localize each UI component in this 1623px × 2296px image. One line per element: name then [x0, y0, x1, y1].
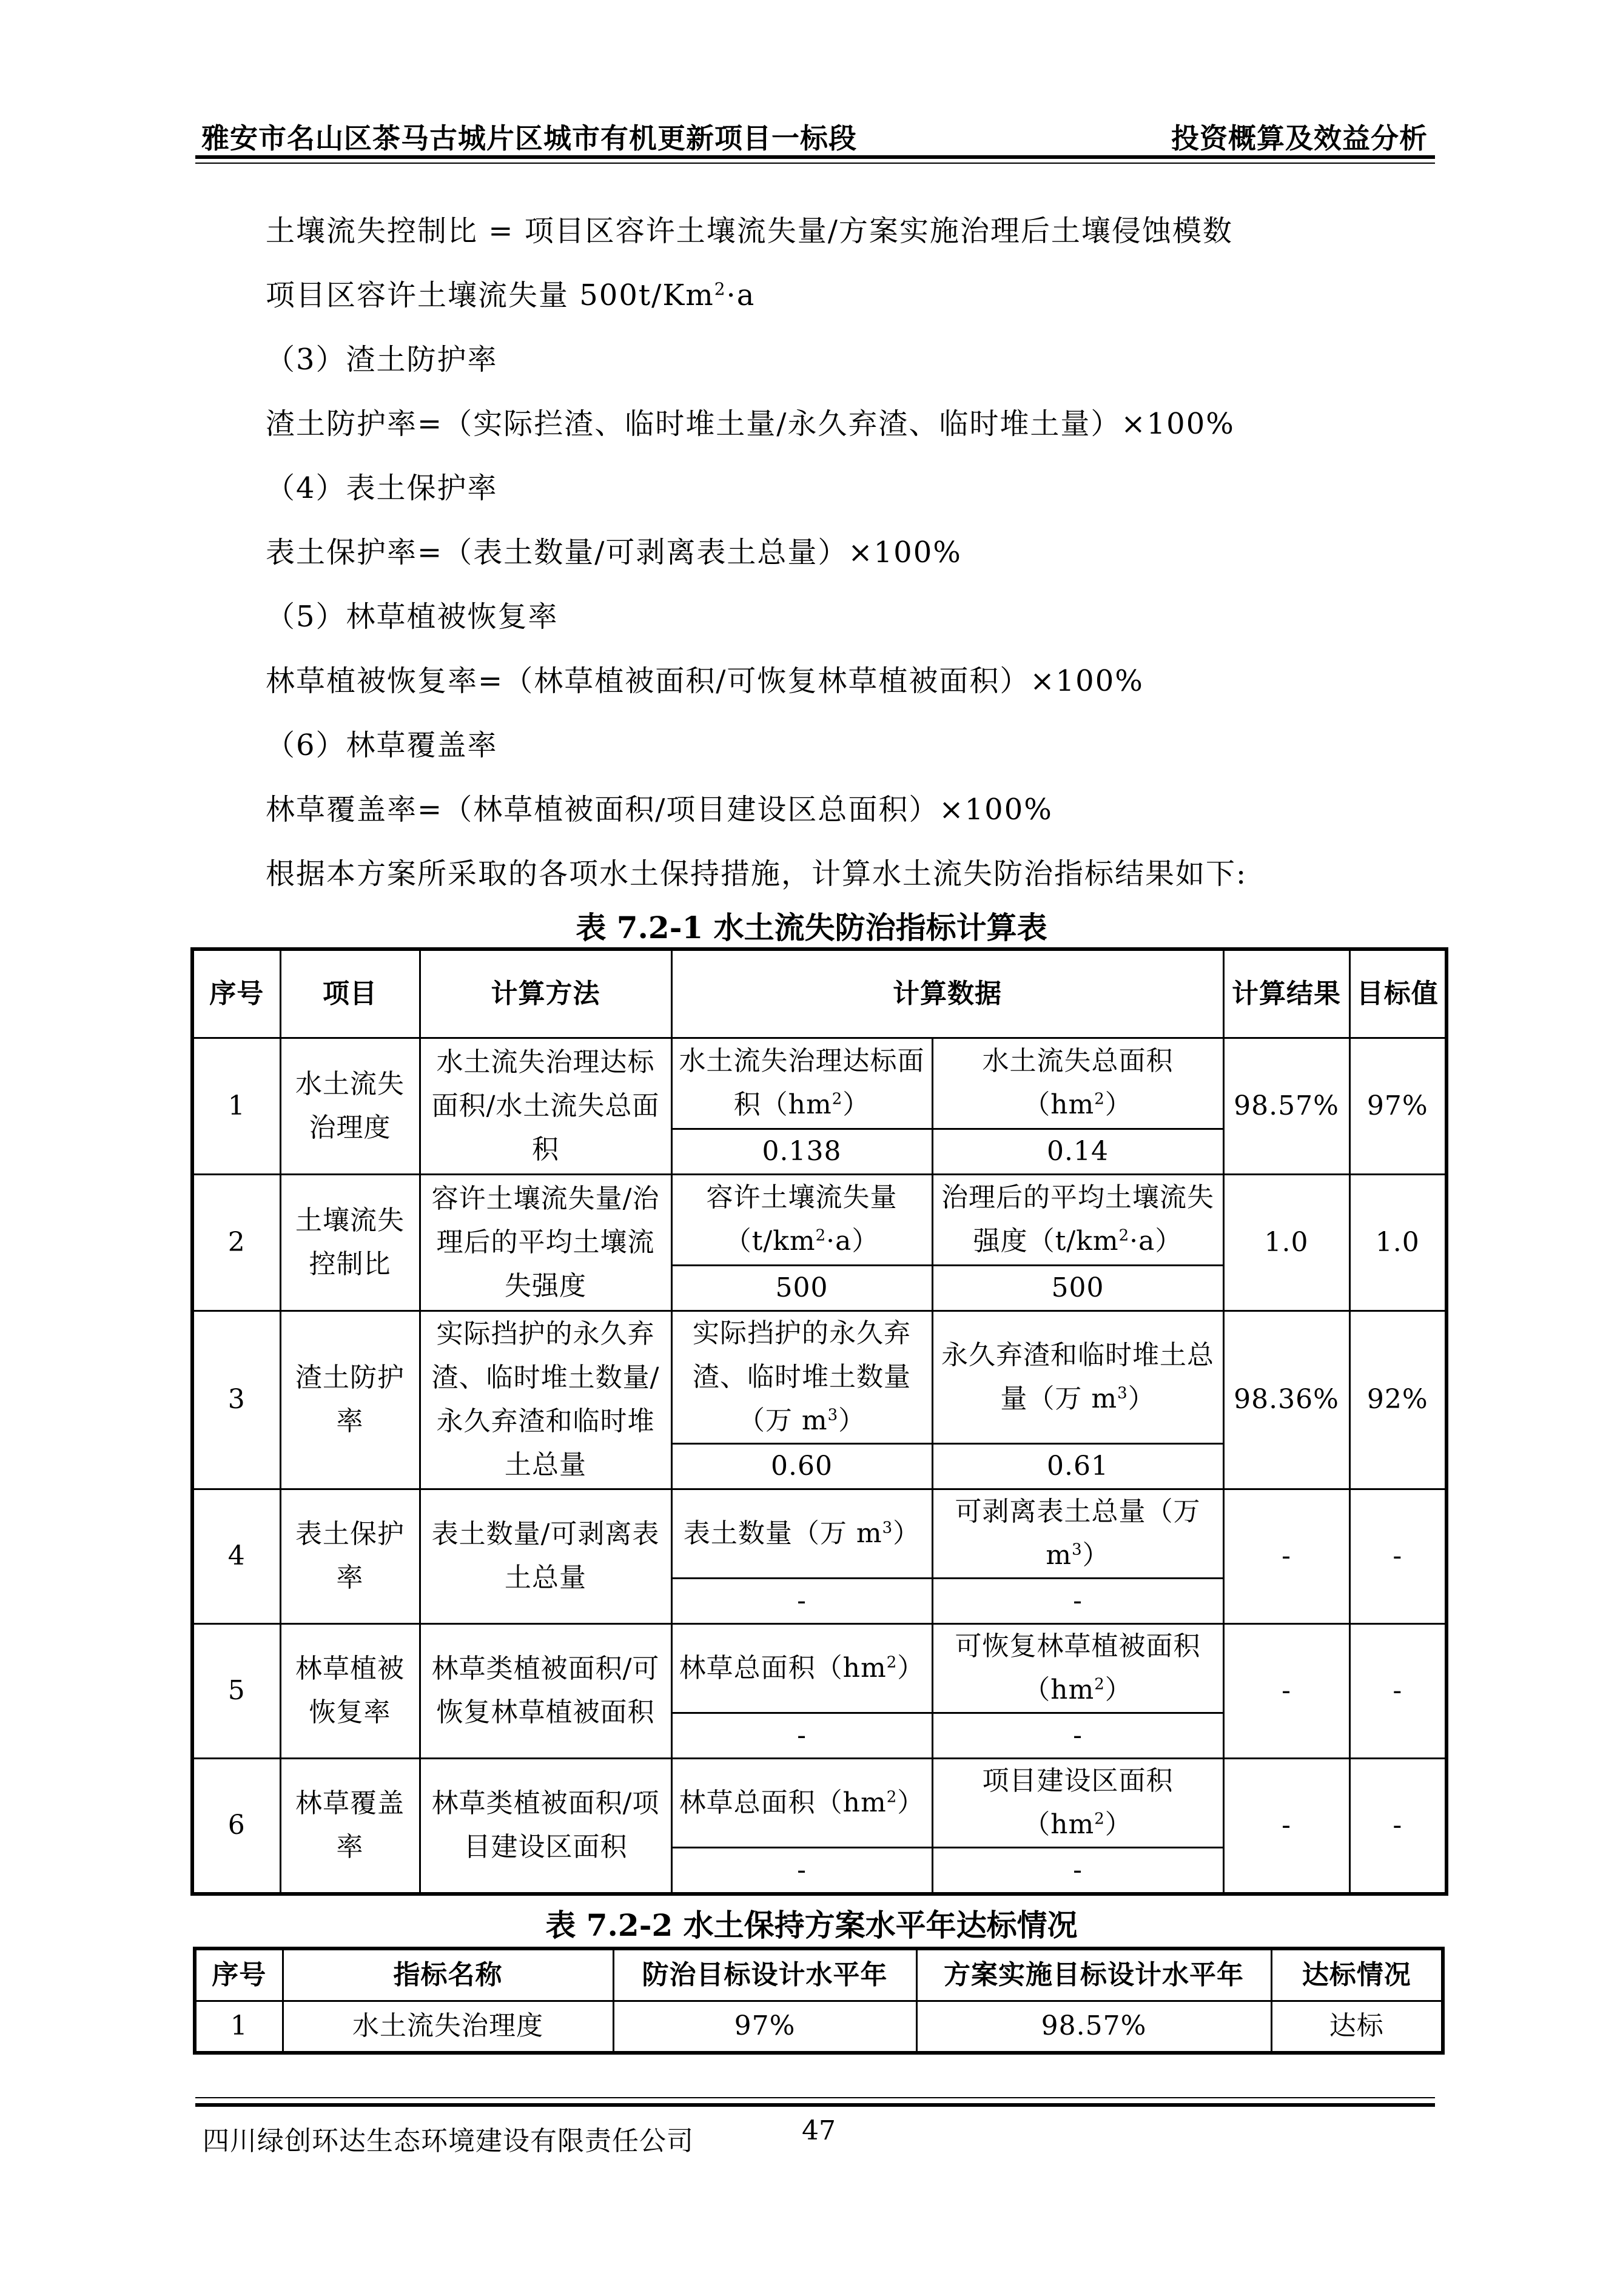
paragraph-control-ratio: 土壤流失控制比 = 项目区容许土壤流失量/方案实施治理后土壤侵蚀模数	[266, 214, 1233, 248]
paragraph-formula-6: 林草覆盖率=（林草植被面积/项目建设区总面积）×100%	[266, 793, 1053, 827]
data-value-numerator: -	[671, 1578, 932, 1623]
data-label-denominator	[932, 1489, 1223, 1578]
superscript: 2	[1094, 1809, 1105, 1828]
table1-header-no: 序号	[192, 949, 280, 1038]
calc-result: 98.36%	[1223, 1311, 1349, 1489]
table1-header-item: 项目	[280, 949, 420, 1038]
table2-header-cell: 方案实施目标设计水平年	[916, 1949, 1271, 2001]
data-label-numerator	[671, 1038, 932, 1129]
indicator-name: 土壤流失控制比	[280, 1174, 420, 1311]
indicator-name: 水土流失治理度	[280, 1038, 420, 1174]
data-label-denominator-unit: ）	[1104, 1089, 1132, 1120]
data-label-denominator-unit: ）	[1127, 1383, 1155, 1414]
calc-result: -	[1223, 1758, 1349, 1894]
superscript: 2	[815, 1226, 827, 1245]
target-value: 92%	[1349, 1311, 1447, 1489]
superscript: 2	[832, 1090, 843, 1109]
header-rule-thick	[195, 155, 1435, 159]
target-value: -	[1349, 1489, 1447, 1623]
data-value-numerator: -	[671, 1847, 932, 1894]
calc-result: 98.57%	[1223, 1038, 1349, 1174]
table1-row-6	[192, 1758, 1447, 1847]
table1-row-2	[192, 1174, 1447, 1265]
data-value-denominator: 500	[932, 1265, 1223, 1311]
data-value-numerator: 0.138	[671, 1129, 932, 1174]
paragraph-heading-4: （4）表土保护率	[266, 471, 498, 505]
superscript: 3	[827, 1405, 839, 1424]
data-label-numerator-unit: ）	[897, 1652, 925, 1683]
table2-cell: 98.57%	[916, 2001, 1271, 2053]
data-label-denominator-text: 治理后的平均土壤流失强度（t/km	[941, 1182, 1214, 1257]
superscript: 2	[886, 1653, 898, 1671]
data-label-denominator	[932, 1623, 1223, 1713]
data-value-numerator: -	[671, 1713, 932, 1758]
data-label-numerator-text: 林草总面积（hm	[679, 1787, 887, 1818]
paragraph-formula-3: 渣土防护率=（实际拦渣、临时堆土量/永久弃渣、临时堆土量）×100%	[266, 407, 1235, 441]
table1-header-row	[192, 949, 1447, 1038]
indicator-name: 渣土防护率	[280, 1311, 420, 1489]
page-header	[195, 113, 1435, 155]
calc-method: 实际挡护的永久弃渣、临时堆土数量/永久弃渣和临时堆土总量	[420, 1311, 671, 1489]
table2-header-cell: 达标情况	[1271, 1949, 1443, 2001]
data-value-denominator: -	[932, 1578, 1223, 1623]
paragraph-heading-3: （3）渣土防护率	[266, 343, 498, 377]
data-label-numerator-text: 林草总面积（hm	[679, 1652, 887, 1683]
data-label-denominator-unit: ）	[1082, 1539, 1110, 1571]
calc-method: 林草类植被面积/项目建设区面积	[420, 1758, 671, 1894]
data-label-denominator-unit: ）	[1104, 1674, 1132, 1705]
footer-company: 四川绿创环达生态环境建设有限责任公司	[203, 2126, 694, 2157]
footer-rule-thick	[195, 2103, 1435, 2107]
data-label-denominator-text: 永久弃渣和临时堆土总量（万 m	[941, 1339, 1214, 1414]
paragraph-intro-table: 根据本方案所采取的各项水土保持措施，计算水土流失防治指标结果如下:	[266, 857, 1248, 891]
data-label-numerator-unit: ）	[838, 1405, 866, 1436]
paragraph-allowable-loss-unit: ·a	[726, 278, 756, 312]
data-label-numerator-unit: ）	[842, 1089, 870, 1120]
superscript: 2	[1118, 1226, 1130, 1245]
superscript: 3	[882, 1518, 893, 1537]
data-label-numerator	[671, 1489, 932, 1578]
table2-cell: 1	[195, 2001, 283, 2053]
calc-method: 水土流失治理达标面积/水土流失总面积	[420, 1038, 671, 1174]
calc-method: 表土数量/可剥离表土总量	[420, 1489, 671, 1623]
row-number: 5	[192, 1623, 280, 1758]
data-label-numerator	[671, 1758, 932, 1847]
data-label-denominator-text: 水土流失总面积（hm	[982, 1046, 1174, 1120]
body-text	[266, 199, 1436, 906]
table2-cell: 达标	[1271, 2001, 1443, 2053]
calc-result: -	[1223, 1623, 1349, 1758]
row-number: 6	[192, 1758, 280, 1894]
calc-method: 容许土壤流失量/治理后的平均土壤流失强度	[420, 1174, 671, 1311]
table2-header-cell: 指标名称	[283, 1949, 613, 2001]
table1-row-4	[192, 1489, 1447, 1578]
table-prevention-indicators	[190, 947, 1448, 1896]
table1-header-result: 计算结果	[1223, 949, 1349, 1038]
target-value: -	[1349, 1758, 1447, 1894]
indicator-name: 林草植被恢复率	[280, 1623, 420, 1758]
data-value-denominator: 0.14	[932, 1129, 1223, 1174]
table1-header-data: 计算数据	[671, 949, 1223, 1038]
data-label-numerator-text: 容许土壤流失量（t/km	[706, 1182, 898, 1257]
data-value-numerator: 0.60	[671, 1443, 932, 1489]
superscript: 2	[1094, 1674, 1105, 1693]
superscript: 2	[714, 279, 727, 299]
data-label-denominator	[932, 1038, 1223, 1129]
target-value: 1.0	[1349, 1174, 1447, 1311]
data-value-denominator: -	[932, 1847, 1223, 1894]
table2-cell: 97%	[613, 2001, 916, 2053]
table-compliance-status	[193, 1947, 1445, 2055]
table1-row-3	[192, 1311, 1447, 1443]
target-value: -	[1349, 1623, 1447, 1758]
calc-result: -	[1223, 1489, 1349, 1623]
data-label-numerator	[671, 1623, 932, 1713]
data-value-numerator: 500	[671, 1265, 932, 1311]
data-value-denominator: 0.61	[932, 1443, 1223, 1489]
table2-cell: 水土流失治理度	[283, 2001, 613, 2053]
header-rule-thin	[195, 163, 1435, 164]
row-number: 1	[192, 1038, 280, 1174]
table1-row-5	[192, 1623, 1447, 1713]
paragraph-heading-6: （6）林草覆盖率	[266, 728, 498, 762]
table1-header-method: 计算方法	[420, 949, 671, 1038]
table1-row-1	[192, 1038, 1447, 1129]
table2-header-row	[195, 1949, 1443, 2001]
indicator-name: 林草覆盖率	[280, 1758, 420, 1894]
indicator-name: 表土保护率	[280, 1489, 420, 1623]
footer-rule-thin	[195, 2097, 1435, 2098]
paragraph-allowable-loss-text: 项目区容许土壤流失量 500t/Km	[266, 278, 714, 312]
target-value: 97%	[1349, 1038, 1447, 1174]
data-label-numerator-unit: ·a）	[826, 1226, 879, 1257]
row-number: 4	[192, 1489, 280, 1623]
paragraph-allowable-loss	[266, 263, 1436, 327]
paragraph-heading-5: （5）林草植被恢复率	[266, 600, 559, 634]
data-label-denominator-unit: ·a）	[1129, 1226, 1183, 1257]
table1-caption: 表 7.2-1 水土流失防治指标计算表	[576, 910, 1047, 945]
table-row	[195, 2001, 1443, 2053]
page-number: 47	[802, 2115, 836, 2146]
data-label-denominator-text: 项目建设区面积（hm	[982, 1765, 1174, 1840]
calc-method: 林草类植被面积/可恢复林草植被面积	[420, 1623, 671, 1758]
superscript: 2	[1094, 1090, 1105, 1109]
data-label-numerator-text: 水土流失治理达标面积（hm	[679, 1046, 925, 1120]
data-value-denominator: -	[932, 1713, 1223, 1758]
table2-header-cell: 防治目标设计水平年	[613, 1949, 916, 2001]
data-label-numerator-text: 表土数量（万 m	[683, 1517, 882, 1549]
data-label-numerator	[671, 1174, 932, 1265]
data-label-numerator-unit: ）	[893, 1517, 921, 1549]
table2-header-cell: 序号	[195, 1949, 283, 2001]
data-label-numerator-unit: ）	[897, 1787, 925, 1818]
superscript: 3	[1072, 1540, 1083, 1559]
data-label-denominator-text: 可恢复林草植被面积（hm	[955, 1630, 1201, 1705]
paragraph-formula-4: 表土保护率=（表土数量/可剥离表土总量）×100%	[266, 535, 962, 569]
data-label-denominator	[932, 1758, 1223, 1847]
header-section-title: 投资概算及效益分析	[1171, 122, 1428, 155]
superscript: 2	[886, 1787, 898, 1806]
data-label-denominator-unit: ）	[1104, 1808, 1132, 1840]
table2-caption: 表 7.2-2 水土保持方案水平年达标情况	[545, 1907, 1078, 1943]
data-label-denominator	[932, 1174, 1223, 1265]
table1-header-target: 目标值	[1349, 949, 1447, 1038]
data-label-denominator-text: 可剥离表土总量（万 m	[955, 1495, 1201, 1571]
paragraph-formula-5: 林草植被恢复率=（林草植被面积/可恢复林草植被面积）×100%	[266, 664, 1144, 698]
header-project-title: 雅安市名山区茶马古城片区城市有机更新项目一标段	[201, 122, 857, 155]
row-number: 2	[192, 1174, 280, 1311]
data-label-numerator-text: 实际挡护的永久弃渣、临时堆土数量（万 m	[693, 1317, 911, 1436]
superscript: 3	[1117, 1383, 1128, 1402]
calc-result: 1.0	[1223, 1174, 1349, 1311]
data-label-denominator	[932, 1311, 1223, 1443]
data-label-numerator	[671, 1311, 932, 1443]
row-number: 3	[192, 1311, 280, 1489]
